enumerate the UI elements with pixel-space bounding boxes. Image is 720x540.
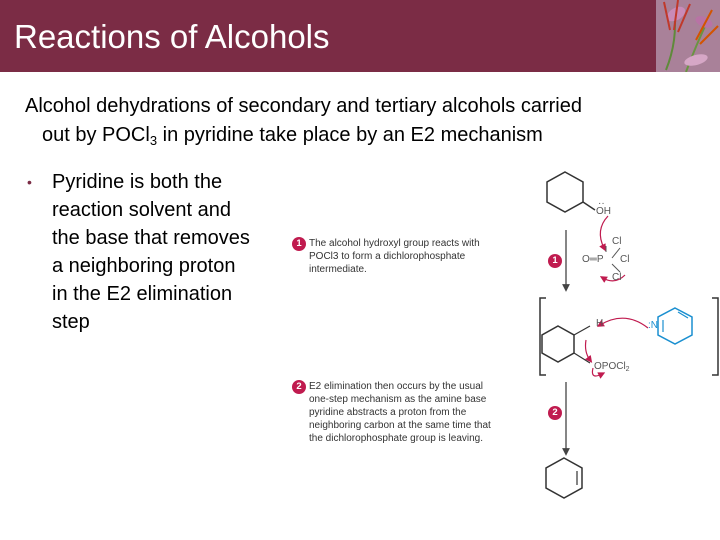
cyclohexane-ring-2 <box>542 326 574 362</box>
bullet-line: reaction solvent and <box>52 199 232 221</box>
step-2-badge: 2 <box>292 380 306 394</box>
step-1-line: POCl3 to form a dichlorophosphate <box>309 251 466 262</box>
step-2-note <box>309 380 491 445</box>
bullet-line: a neighboring proton <box>52 255 236 277</box>
arrow-1-badge: 1 <box>548 254 562 268</box>
curved-arrow-p <box>600 216 608 248</box>
bullet-line: in the E2 elimination <box>52 283 233 305</box>
bullet-line: Pyridine is both the <box>52 171 223 193</box>
step-1-note <box>309 237 480 276</box>
flower-photo <box>656 0 720 72</box>
right-bracket <box>712 298 718 375</box>
bullet-line: step <box>52 311 90 333</box>
step-1-line: The alcohol hydroxyl group reacts with <box>309 238 480 249</box>
oh-label: OH <box>596 206 611 217</box>
phosphorus-label: O═P <box>582 254 604 265</box>
bullet-dot-icon: • <box>27 174 32 190</box>
bullet-item <box>27 168 297 336</box>
arrow-2-badge: 2 <box>548 406 562 420</box>
curved-arrow-e2 <box>586 340 591 360</box>
hydrogen-label: H <box>596 318 604 329</box>
mechanism-diagram <box>290 160 720 515</box>
bullet-line: the base that removes <box>52 227 250 249</box>
bullet-text <box>27 168 297 336</box>
curved-arrow-h <box>600 318 648 328</box>
step-2-line: pyridine abstracts a proton from the <box>309 407 467 418</box>
title-bar <box>0 0 720 72</box>
intro-line-1: Alcohol dehydrations of secondary and tertiary alcohols carried <box>25 95 582 117</box>
left-bracket <box>540 298 546 375</box>
slide-title: Reactions of Alcohols <box>14 18 330 55</box>
step-2-line: E2 elimination then occurs by the usual <box>309 381 483 392</box>
cl-bottom-label: Cl <box>612 272 622 283</box>
step-2-line: one-step mechanism as the amine base <box>309 394 487 405</box>
mechanism-drawing <box>290 160 720 515</box>
intro-line-2-post: in pyridine take place by an E2 mechanism <box>157 124 543 146</box>
step-1-line: intermediate. <box>309 264 367 275</box>
step-1-badge: 1 <box>292 237 306 251</box>
intro-paragraph <box>25 92 705 150</box>
opocl-text: OPOCl <box>594 361 626 372</box>
lone-pair-label: ·· <box>598 198 605 209</box>
intro-line-2 <box>25 121 705 150</box>
step-2-line: the dichlorophosphate group is leaving. <box>309 433 484 444</box>
intro-line-2-pre: out by POCl <box>42 124 150 146</box>
nitrogen-label: :N <box>648 320 658 331</box>
opocl-subscript: 2 <box>625 366 630 373</box>
opocl-label <box>594 361 630 372</box>
intro-subscript: 3 <box>149 133 158 148</box>
cyclohexane-ring-1 <box>547 172 583 212</box>
step-2-line: neighboring carbon at the same time that <box>309 420 491 431</box>
flower-image <box>656 0 720 72</box>
cl-right-label: Cl <box>620 254 630 265</box>
cl-top-label: Cl <box>612 236 622 247</box>
